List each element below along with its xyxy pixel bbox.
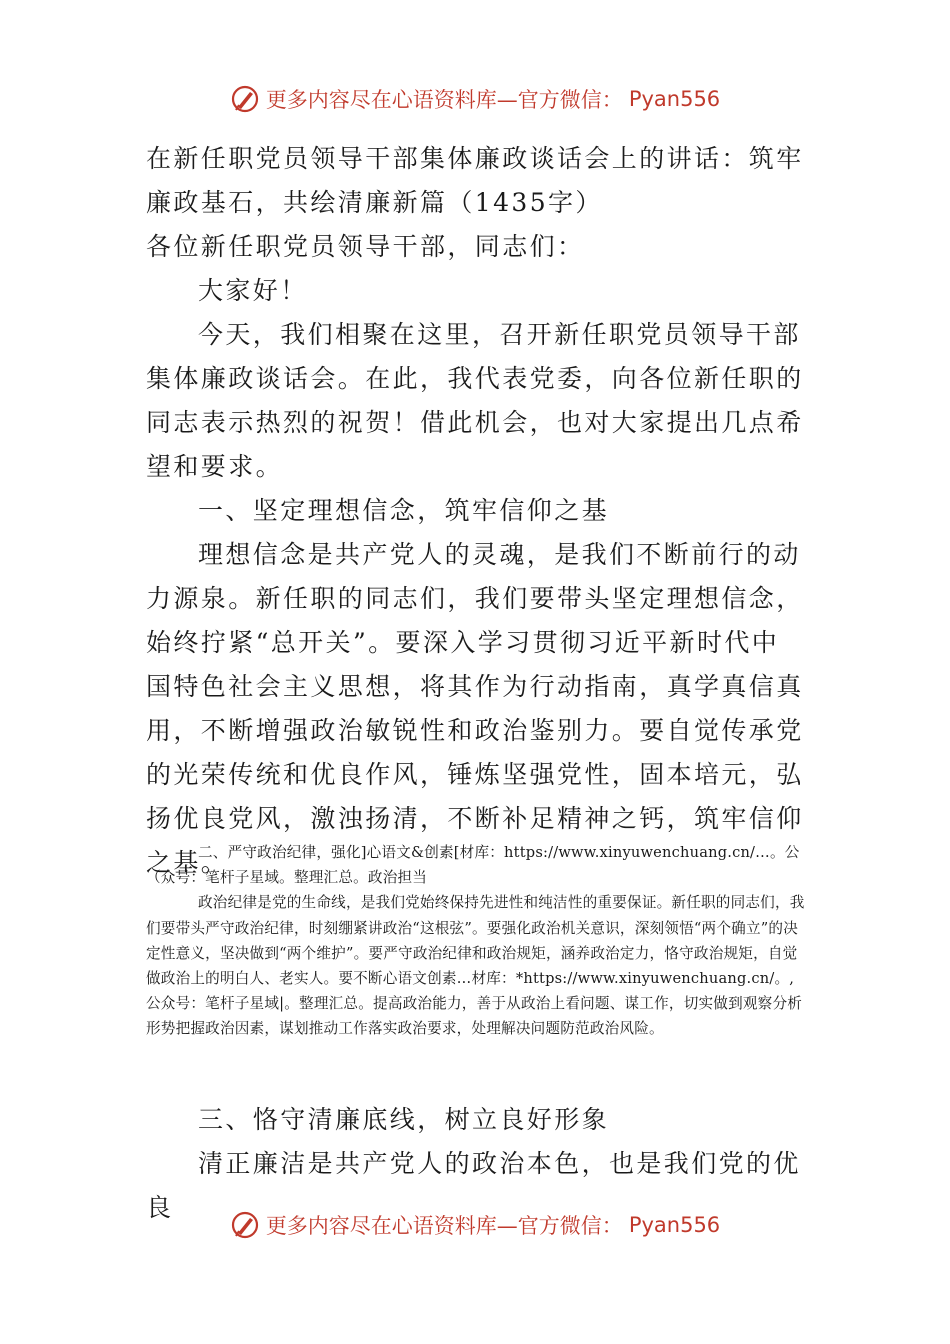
pen-logo-icon xyxy=(230,1210,260,1240)
watermark-text: 更多内容尽在心语资料库—官方微信： xyxy=(265,1214,623,1238)
greeting: 大家好！ xyxy=(198,276,308,305)
section-paragraph-2: 政治纪律是党的生命线，是我们党始终保持先进性和纯洁性的重要保证。新任职的同志们，我们要带头严守政治纪律，时刻绷紧讲政治“这根弦”。要强化政治机关意识，深刻领悟“两个确立”的决定性意义，坚决做到“两个维护”。要严守政治纪律和政治规矩，涵养政治定力，恪守政治规矩，自觉做政治上的明白人、老实人。要不断心语文创素…材库：*https://www.xinyuwenchuang.cn/。,公众号：笔杆子星域|。整理汇总。提高政治能力，善于从政治上看问题、谋工作，切实做到观察分析形势把握政治因素，谋划推动工作落实政治要求，处理解决问题防范政治风险。 xyxy=(146,894,805,1038)
section-paragraph-1: 理想信念是共产党人的灵魂，是我们不断前行的动力源泉。新任职的同志们，我们要带头坚定理想信念，始终拧紧“总开关”。要深入学习贯彻习近平新时代中国特色社会主义思想，将其作为行动指南，真学真信真用，不断增强政治敏锐性和政治鉴别力。要自觉传承党的光荣传统和优良作风，锤炼坚强党性，固本培元，弘扬优良党风，激浊扬清，不断补足精神之钙，筑牢信仰之基。 xyxy=(146,540,804,877)
section-heading-2: 二、严守政治纪律，强化]心语文&创素[材库：https://www.xinyuwenchuang.cn/…。公（众号：笔杆子星域。整理汇总。政治担当 xyxy=(146,844,800,887)
watermark-wechat: Pyan556 xyxy=(628,1213,721,1237)
watermark-wechat: Pyan556 xyxy=(628,87,721,111)
intro-paragraph: 今天，我们相聚在这里，召开新任职党员领导干部集体廉政谈话会。在此，我代表党委，向各位新任职的同志表示热烈的祝贺！借此机会，也对大家提出几点希望和要求。 xyxy=(146,320,804,481)
document-body-middle xyxy=(146,840,806,1042)
section-paragraph-3: 清正廉洁是共产党人的政治本色，也是我们党的优良 xyxy=(146,1149,801,1222)
watermark-text: 更多内容尽在心语资料库—官方微信： xyxy=(265,88,623,112)
section-heading-3: 三、恪守清廉底线，树立良好形象 xyxy=(198,1105,610,1134)
section-heading-1: 一、坚定理想信念，筑牢信仰之基 xyxy=(198,496,610,525)
document-title: 在新任职党员领导干部集体廉政谈话会上的讲话：筑牢廉政基石，共绘清廉新篇（1435字） xyxy=(146,144,804,217)
salutation: 各位新任职党员领导干部，同志们： xyxy=(146,232,585,261)
document-body-top xyxy=(146,137,806,885)
pen-logo-icon xyxy=(230,84,260,114)
watermark-bottom xyxy=(0,1210,950,1240)
watermark-top xyxy=(0,84,950,114)
